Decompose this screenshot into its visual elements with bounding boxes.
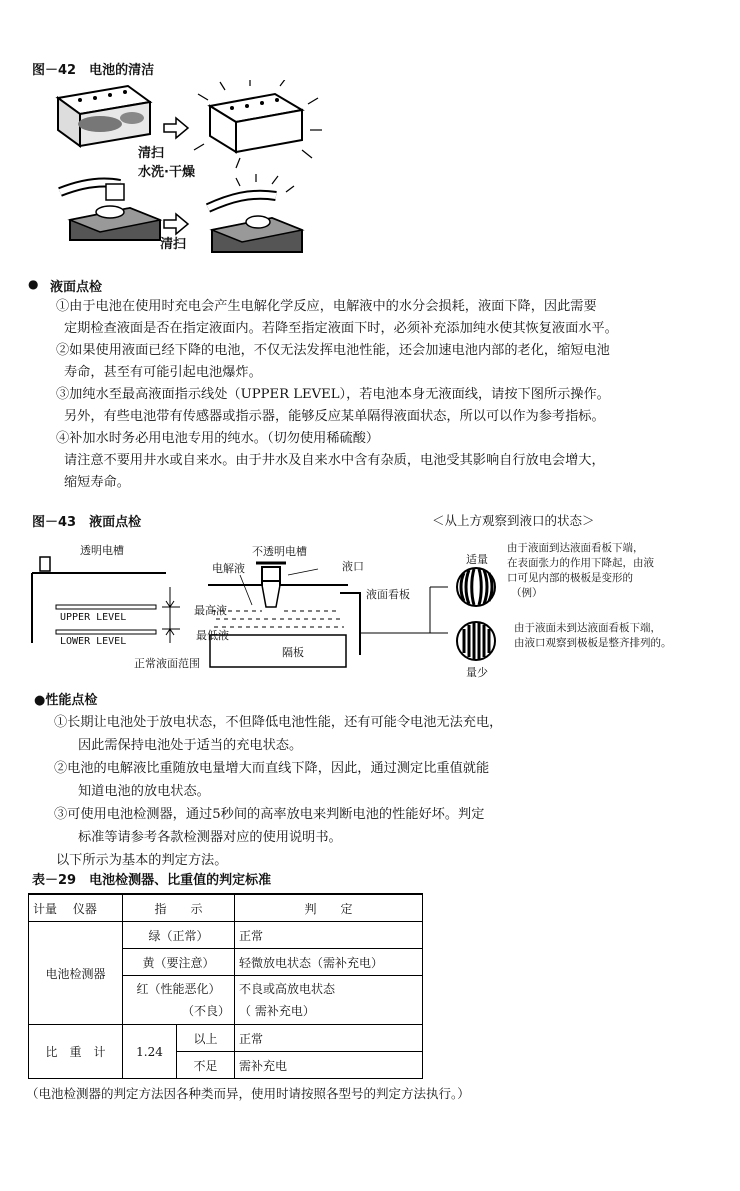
perf-check-heading: ●性能点检: [34, 693, 98, 708]
cell-red: [123, 976, 235, 1025]
label-liquid-gauge: 液面看板: [366, 588, 410, 601]
proper-desc-line: 口可见内部的极板是变形的: [507, 572, 633, 584]
proper-desc-line: 在表面张力的作用下降起，由液: [507, 557, 654, 569]
cell-gravity: 比 重 计: [29, 1025, 123, 1079]
label-proper-level: 适量: [466, 553, 488, 566]
label-max-level: 最高液: [194, 604, 227, 617]
liquid-port-view-illustrations: [454, 565, 500, 665]
cell-above: 以上: [177, 1025, 235, 1052]
cell-red-judge: [235, 976, 423, 1025]
liquid-check-line: ④补加水时务必用电池专用的纯水。（切勿使用稀硫酸）: [56, 431, 380, 446]
table-row: [29, 922, 423, 949]
label-lower-level: LOWER LEVEL: [60, 636, 127, 647]
clean-terminal-image: [208, 174, 302, 252]
header-judge: 判 定: [235, 894, 423, 922]
cell-red-line-b: （不良）: [181, 1004, 230, 1018]
cell-red-judge-line-a: 不良或高放电状态: [239, 982, 336, 996]
low-level-plates-image: [457, 622, 495, 660]
clean-battery-image: [194, 80, 322, 168]
fig42-step1-label-a: 清扫: [138, 146, 165, 161]
perf-check-line: ②电池的电解液比重随放电量增大而直线下降，因此，通过测定比重值就能: [54, 761, 490, 776]
fig43-view-note: ＜从上方观察到液口的状态＞: [432, 513, 595, 528]
cell-below: 不足: [177, 1052, 235, 1079]
label-liquid-port: 液口: [342, 560, 364, 573]
liquid-check-line: ③加纯水至最高液面指示线处（UPPER LEVEL），若电池本身无液面线，请按下图所示操作。: [56, 387, 610, 402]
header-indicate: 指 示: [123, 894, 235, 922]
fig42-title: 图－42 电池的清洁: [32, 63, 155, 78]
fig42-step1-label-b: 水洗·干燥: [138, 165, 195, 180]
cell-below-judge: 需补充电: [235, 1052, 423, 1079]
cell-red-judge-line-b: （ 需补充电）: [239, 1004, 315, 1018]
table-header-row: [29, 894, 423, 922]
table-row: [29, 1025, 423, 1052]
liquid-check-line: 寿命，甚至有可能引起电池爆炸。: [64, 365, 262, 380]
liquid-check-heading: 液面点检: [50, 280, 103, 295]
liquid-check-line: 另外，有些电池带有传感器或指示器，能够反应某单隔得液面状态，所以可以作为参考指标。: [64, 409, 605, 424]
fig43-title: 图－43 液面点检: [32, 515, 142, 530]
cell-gravity-value: 1.24: [123, 1025, 177, 1079]
label-normal-range: 正常液面范围: [134, 657, 200, 670]
liquid-check-line: ①由于电池在使用时充电会产生电解化学反应，电解液中的水分会损耗，液面下降，因此需要: [56, 299, 597, 314]
cell-red-line-a: 红（性能恶化）: [136, 982, 221, 996]
label-electrolyte: 电解液: [212, 562, 245, 575]
cell-yellow-judge: 轻微放电状态（需补充电）: [235, 949, 423, 976]
cell-yellow: 黄（要注意）: [123, 949, 235, 976]
cell-green-judge: 正常: [235, 922, 423, 949]
liquid-check-line: 缩短寿命。: [64, 475, 130, 490]
low-desc-line: 由于液面未到达液面看板下端，: [514, 622, 661, 634]
footnote: （电池检测器的判定方法因各种类而异，使用时请按照各型号的判定方法执行。）: [26, 1086, 470, 1101]
liquid-check-line: 定期检查液面是否在指定液面内。若降至指定液面下时，必须补充添加纯水使其恢复液面水平。: [64, 321, 618, 336]
header-meter: 计量 仪器: [29, 894, 123, 922]
label-low-level: 量少: [466, 666, 488, 679]
perf-check-line: ③可使用电池检测器，通过5秒间的高率放电来判断电池的性能好坏。判定: [54, 807, 485, 822]
liquid-check-line: 请注意不要用井水或自来水。由于井水及自来水中含有杂质，电池受其影响自行放电会增大，: [64, 453, 605, 468]
low-desc-line: 由液口观察到极板是整齐排列的。: [514, 637, 672, 649]
perf-check-line: ①长期让电池处于放电状态，不但降低电池性能，还有可能令电池无法充电，: [54, 715, 503, 730]
label-separator: 隔板: [282, 646, 304, 659]
label-upper-level: UPPER LEVEL: [60, 612, 127, 623]
dirty-terminal-image: [60, 182, 160, 240]
table29-title: 表－29 电池检测器、比重值的判定标准: [32, 873, 272, 888]
dirty-battery-image: [58, 86, 150, 146]
perf-check-line: 以下所示为基本的判定方法。: [56, 853, 228, 868]
perf-check-line: 因此需保持电池处于适当的充电状态。: [78, 738, 303, 753]
cell-above-judge: 正常: [235, 1025, 423, 1052]
cell-tester: 电池检测器: [29, 922, 123, 1025]
cell-green: 绿（正常）: [123, 922, 235, 949]
label-transparent-case: 透明电槽: [80, 544, 124, 557]
perf-check-line: 知道电池的放电状态。: [78, 784, 210, 799]
perf-check-line: 标准等请参考各款检测器对应的使用说明书。: [78, 830, 342, 845]
proper-level-plates-image: [457, 568, 495, 606]
label-opaque-case: 不透明电槽: [252, 545, 307, 558]
judgement-table: [28, 893, 423, 1079]
bullet-icon: ●: [28, 277, 39, 291]
fig42-step2-label: 清扫: [160, 237, 187, 252]
proper-desc-line: （例）: [511, 587, 543, 599]
liquid-check-line: ②如果使用液面已经下降的电池，不仅无法发挥电池性能，还会加速电池内部的老化，缩短电池: [56, 343, 610, 358]
label-min-level: 最低液: [196, 629, 229, 642]
proper-desc-line: 由于液面到达液面看板下端，: [507, 542, 644, 554]
